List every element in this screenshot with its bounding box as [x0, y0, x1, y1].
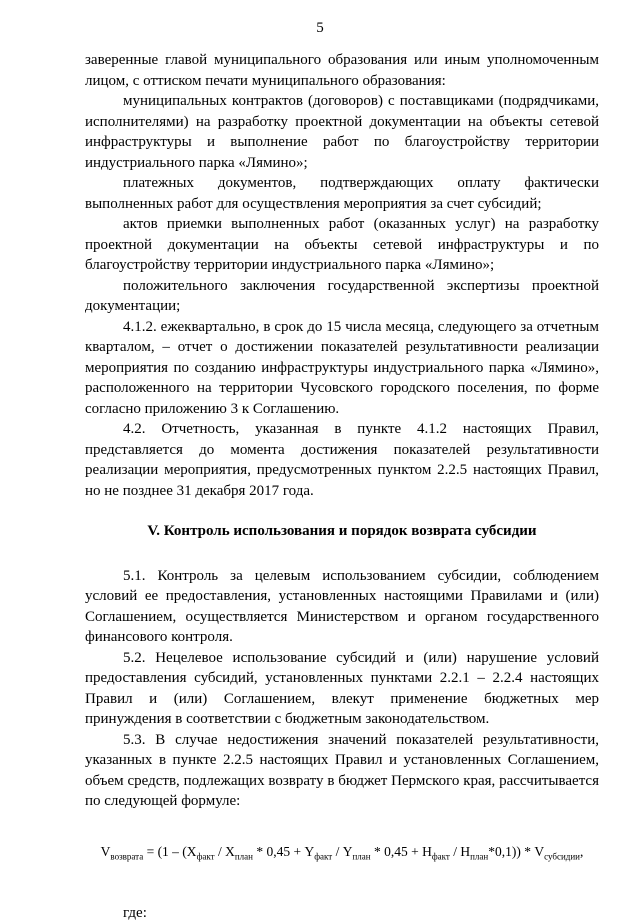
refund-formula: $V_{возврата} = (1 - (X_{факт} / X_{план} * 0,45 + Y_{факт} / Y_{план} * 0,45 + H_{факт} / H_{план}*0,1)) * V_{субсидии}$,	[100, 843, 584, 862]
paragraph: платежных документов, подтверждающих оплату фактически выполненных работ для осуществления мероприятия за счет субсидий;	[85, 175, 599, 212]
page-number: 5	[316, 20, 324, 36]
paragraph: 5.2. Нецелевое использование субсидий и (или) нарушение условий предоставления субсидий, установленных пунктами 2.2.1 – 2.2.4 настоящих Правил и (или) Соглашением, влекут применение бюджетных мер принуждения в соответствии с бюджетным законодательством.	[85, 649, 599, 727]
paragraph: 4.2. Отчетность, указанная в пункте 4.1.2 настоящих Правил, представляется до момента достижения показателей результативности реализации мероприятия, предусмотренных пунктом 2.2.5 настоящих Правил, но не позднее 31 декабря 2017 года.	[85, 421, 599, 499]
paragraph: 4.1.2. ежеквартально, в срок до 15 числа месяца, следующего за отчетным кварталом, – отчет о достижении показателей результативности реализации мероприятия по созданию инфраструктуры индустриального парка «Лямино», расположенного на территории Чусовского городского поселения, по форме согласно приложению 3 к Соглашению.	[85, 318, 599, 417]
document-body	[85, 50, 599, 923]
paragraph: муниципальных контрактов (договоров) с поставщиками (подрядчиками, исполнителями) на разработку проектной документации на объекты сетевой инфраструктуры и выполнение работ по благоустройству территории индустриального парка «Лямино»;	[85, 93, 599, 171]
paragraph: заверенные главой муниципального образования или иным уполномоченным лицом, с оттиском печати муниципального образования:	[85, 52, 599, 89]
where-label: где:	[123, 904, 147, 921]
paragraph: положительного заключения государственной экспертизы проектной документации;	[85, 277, 599, 314]
section-heading: V. Контроль использования и порядок возврата субсидии	[147, 523, 537, 539]
paragraph: 5.3. В случае недостижения значений показателей результативности, указанных в пункте 2.2.5 настоящих Правил и установленных Соглашением, объем средств, подлежащих возврату в бюджет Пермского края, рассчитывается по следующей формуле:	[85, 731, 599, 809]
paragraph: 5.1. Контроль за целевым использованием субсидии, соблюдением условий ее предоставления, установленных настоящими Правилами и (или) Соглашением, осуществляется Министерством и органом государственного финансового контроля.	[85, 567, 599, 645]
paragraph: актов приемки выполненных работ (оказанных услуг) на разработку проектной документации на объекты сетевой инфраструктуры и по благоустройству территории индустриального парка «Лямино»;	[85, 216, 599, 273]
